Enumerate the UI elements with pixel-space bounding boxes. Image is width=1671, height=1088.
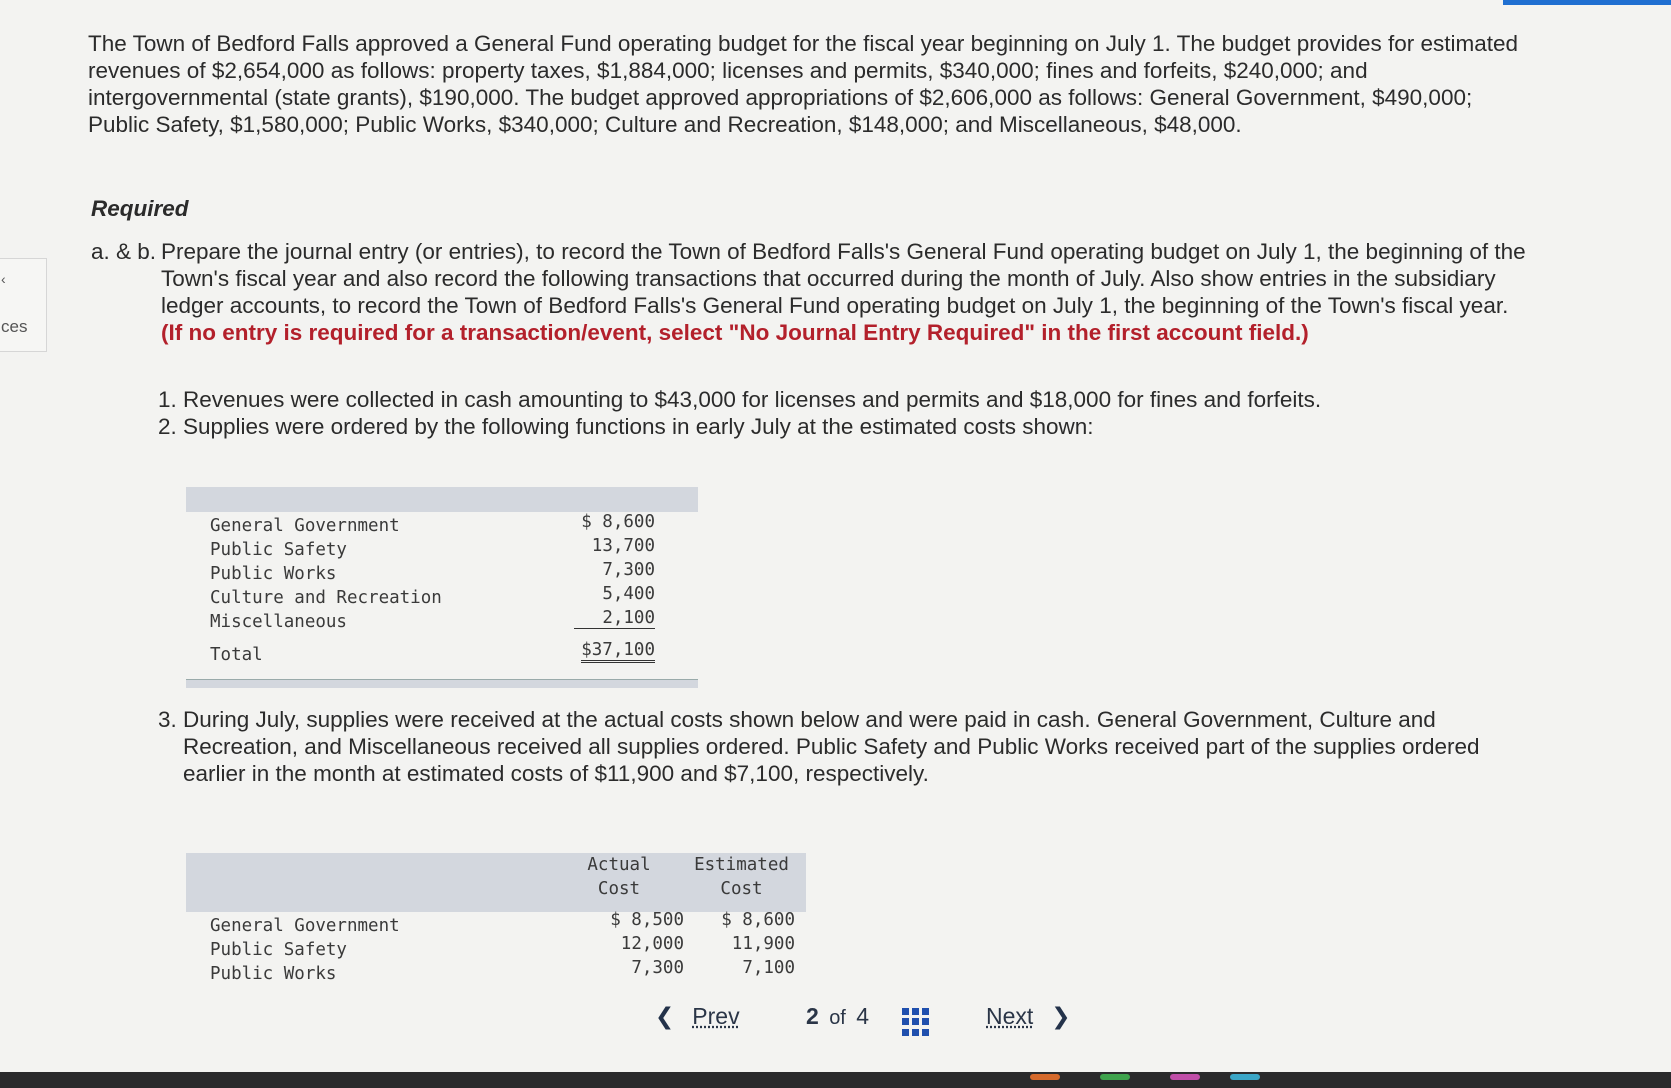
prev-button[interactable] (655, 1003, 740, 1030)
header-line: Cost (597, 879, 641, 899)
part-ab-text (161, 238, 1526, 346)
row-amount: 2,100 (574, 608, 655, 629)
row-actual-cost: 12,000 (620, 934, 684, 954)
supplies-received-table (186, 853, 806, 993)
pagination-bar (0, 1003, 1671, 1043)
prev-label: Prev (692, 1003, 740, 1029)
required-heading: Required (91, 196, 189, 221)
row-function-name: Miscellaneous (210, 612, 347, 632)
page-indicator (806, 1003, 869, 1030)
row-function-name: General Government (210, 516, 400, 536)
row-function-name: Culture and Recreation (210, 588, 442, 608)
grid-view-icon[interactable] (902, 1008, 930, 1036)
next-label: Next (986, 1003, 1034, 1029)
row-actual-cost: 7,300 (631, 958, 684, 978)
table-footer-band (186, 679, 698, 688)
row-amount: 5,400 (602, 584, 655, 604)
row-function-name: Public Safety (210, 540, 347, 560)
row-function-name: Public Works (210, 964, 337, 984)
chevron-left-icon: ‹ (1, 271, 6, 287)
app-icon[interactable] (1170, 1074, 1200, 1080)
chevron-left-icon: ❮ (655, 1003, 675, 1029)
taskbar (0, 1072, 1671, 1088)
row-actual-cost: $ 8,500 (610, 910, 684, 930)
app-icon[interactable] (1230, 1074, 1260, 1080)
app-icon[interactable] (1100, 1074, 1130, 1080)
row-estimated-cost: 7,100 (742, 958, 795, 978)
app-icon[interactable] (1030, 1074, 1060, 1080)
of-label: of (829, 1007, 846, 1029)
row-amount: 7,300 (602, 560, 655, 580)
total-label: Total (210, 645, 263, 665)
table-row (210, 958, 800, 988)
row-estimated-cost: 11,900 (731, 934, 795, 954)
table-total-row (210, 640, 690, 669)
resources-side-tab[interactable] (0, 258, 47, 352)
side-tab-label: ces (1, 317, 28, 336)
estimated-cost-header (679, 853, 804, 901)
total-pages: 4 (856, 1003, 870, 1029)
problem-intro: The Town of Bedford Falls approved a General Fund operating budget for the fiscal year beginning on July 1. The budget provides for estimated revenues of $2,654,000 as follows: property taxes, $1,884,000; licenses and permits, $340,000; fines and forfeits, $240,000; and intergovernmental (state grants), $190,000. The budget approved appropriations of $2,606,000 as follows: General Government, $490,000; Public Safety, $1,580,000; Public Works, $340,000; Culture and Recreation, $148,000; and Miscellaneous, $48,000. (88, 31, 1519, 137)
top-accent-bar (1503, 0, 1671, 5)
list-item-number: 2. (158, 414, 177, 439)
list-item-text: Supplies were ordered by the following functions in early July at the estimated costs shown: (183, 414, 1094, 439)
header-line: Estimated (694, 855, 789, 875)
next-button[interactable] (986, 1003, 1071, 1030)
list-item-text: Revenues were collected in cash amounting to $43,000 for licenses and permits and $18,000 for fines and forfeits. (183, 387, 1322, 412)
row-estimated-cost: $ 8,600 (721, 910, 795, 930)
supplies-ordered-table (186, 487, 698, 694)
table-row (210, 608, 690, 636)
header-line: Actual (587, 855, 651, 875)
no-entry-instruction: (If no entry is required for a transaction/event, select "No Journal Entry Required" in the first account field.) (161, 320, 1309, 345)
table-header-band (186, 487, 698, 512)
list-item-number: 3. (158, 707, 177, 732)
actual-cost-header (569, 853, 669, 901)
part-ab-label: a. & b. (91, 239, 157, 264)
table-row (210, 934, 800, 964)
header-line: Cost (720, 879, 763, 899)
total-amount: $37,100 (581, 640, 655, 663)
table-row (210, 910, 800, 940)
list-item-number: 1. (158, 387, 177, 412)
row-function-name: General Government (210, 916, 400, 936)
row-amount: $ 8,600 (581, 512, 655, 532)
part-ab-body: Prepare the journal entry (or entries), to record the Town of Bedford Falls's General Fund operating budget on July 1, the beginning of the Town's fiscal year and also record the following transactions that occurred during the month of July. Also show entries in the subsidiary ledger accounts, to record the Town of Bedford Falls's General Fund operating budget on July 1, the beginning of the Town's fiscal year. (161, 239, 1526, 318)
current-page: 2 (806, 1003, 819, 1029)
chevron-right-icon: ❯ (1051, 1003, 1071, 1029)
list-item-text: During July, supplies were received at the actual costs shown below and were paid in cash. General Government, Culture and Recreation, and Miscellaneous received all supplies ordered. Public Safety and Public Works received part of the supplies ordered earlier in the month at estimated costs of $11,900 and $7,100, respectively. (183, 707, 1480, 786)
row-amount: 13,700 (591, 536, 655, 556)
row-function-name: Public Safety (210, 940, 347, 960)
row-function-name: Public Works (210, 564, 337, 584)
